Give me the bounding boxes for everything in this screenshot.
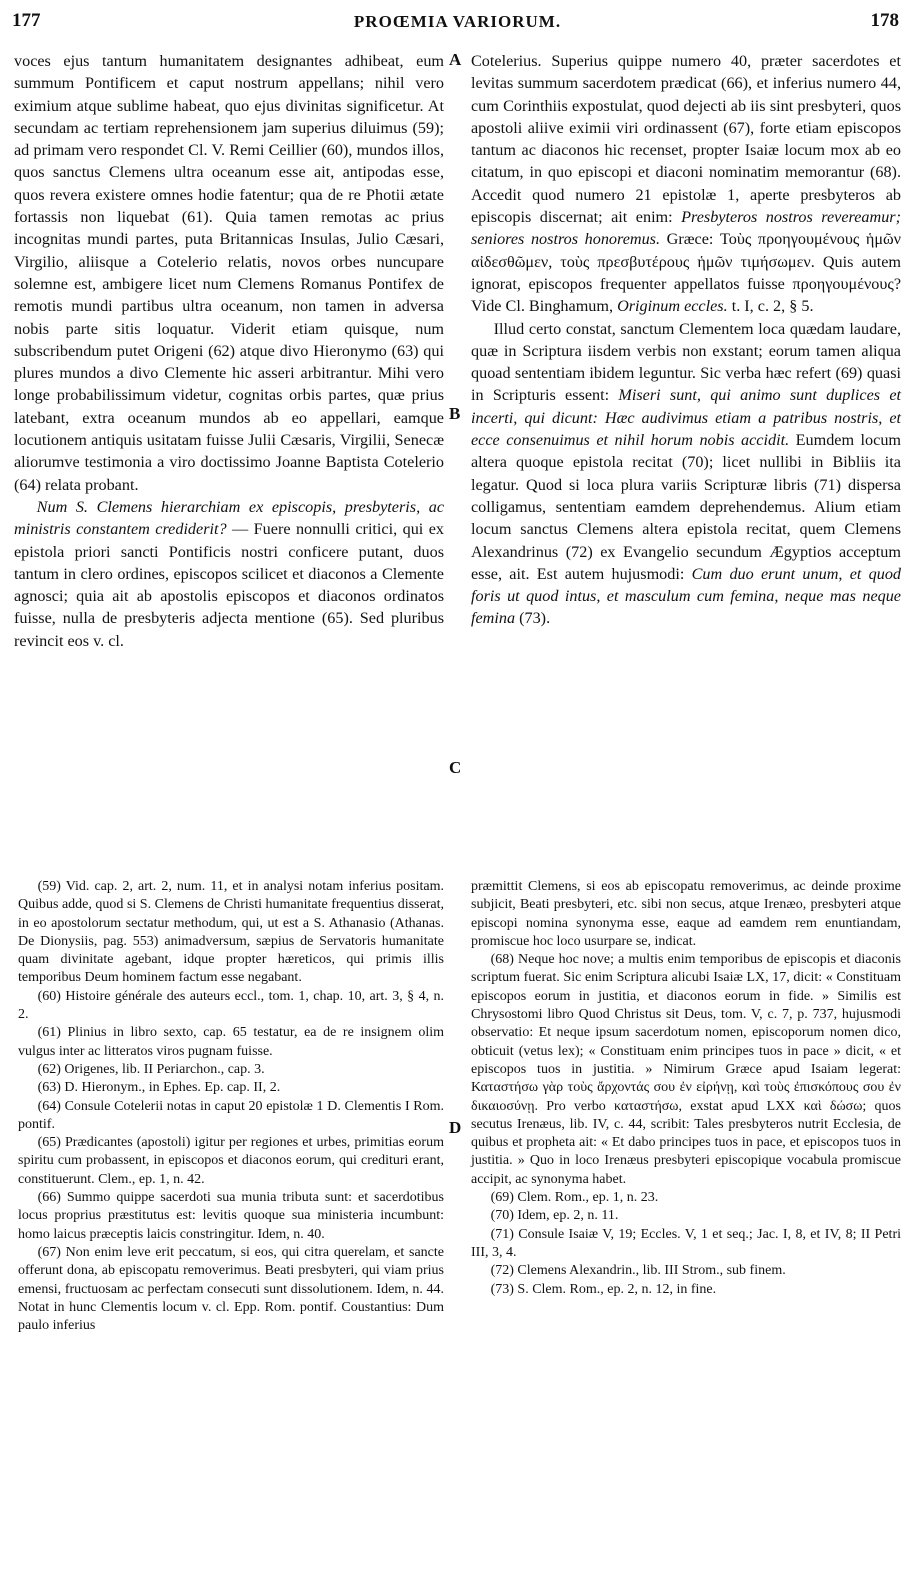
text-run: Vide Cl. Binghamum, [471,297,614,316]
footnote-66: (66) Summo quippe sacerdoti sua munia tributa sunt: et sacerdotibus locus proprius præstitutus est: levitis quoque sua ministeria incumbunt: homo laicus præceptis laicis constringitur. Idem, n. 40. [18,1190,444,1242]
footnote-60: (60) Histoire générale des auteurs eccl., tom. 1, chap. 10, art. 3, § 4, n. 2. [18,988,444,1023]
running-title: PROŒMIA VARIORUM. [353,12,562,31]
footnote-68: (68) Neque hoc nove; a multis enim temporibus de episcopis et diaconis scriptum fuerat. Sic enim Scriptura alicubi Isaiæ LX, 17, dicit: « Constituam episcopos eorum in justitia, et diaconos eorum in fide. » Similis est Chrysostomi libro Quod Christus sit Deus, tom. V, c. 7, p. 737, hujusmodi observatio: Et neque ipsum sacerdotum nomen, episcoporum nomen dico, obticuit (vetus lex); « Constituam enim principes tuos in pace » dicit, « et episcopos tuos in justitia. » Nimirum Græce apud Isaiam legerat: Καταστήσω γὰρ τοὺς ἄρχοντάς σου ἐν εἰρήνῃ, καὶ τοὺς ἐπισκόπους σου ἐν δικαιοσύνῃ. Pro verbo καταστήσω, exstat apud LXX καὶ δώσω; quos secutus Irenæus, lib. IV, c. 44, scribit: Tales presbyteros nutrit Ecclesia, de quibus et propheta ait: « Et dabo principes tuos in pace, et episcopos tuos in justitia. » Quo in loco Irenæus presbyteri episcopique vocabula promiscue accipit, ac synonyma habet. [471,952,901,1187]
page-header [0,0,915,44]
greek-word: προηγουμένους? [792,274,902,293]
footnote-64: (64) Consule Cotelerii notas in caput 20 epistolæ 1 D. Clementis I Rom. pontif. [18,1098,444,1132]
quotation: Presbyteros nostros revereamur; seniores nostros honoremus. [471,208,902,249]
main-text-left-column [14,50,444,856]
page-number-left: 177 [12,10,41,31]
paragraph [471,318,901,630]
footnote-59: (59) Vid. cap. 2, art. 2, num. 11, et in analysi notam inferius positam. Quibus adde, quod si S. Clemens de Christi humanitate frequentius disserat, in eo apostolorum sectatur methodum, qui, ut est a S. Athanasio (Athanas. De Dionysiis, pag. 553) animadversum, sæpius de Servatoris humanitate quam divinitate agebant, idque propter hæreticos, qui primis illis temporibus Deum hominem factum esse negabant. [18,879,444,986]
footnote-71: (71) Consule Isaiæ V, 19; Eccles. V, 1 et seq.; Jac. I, 8, et IV, 8; II Petri III, 3, 4. [471,1226,901,1260]
main-text-right-column [471,50,901,856]
footnote-67: (67) Non enim leve erit peccatum, si eos, qui citra querelam, et sancte offerunt dona, ab episcopatu removerimus. Beati presbyteri, qui viam prius emensi, fructuosam ac perfectam consecuti sunt dissolutionem. Idem, n. 44. Notat in hunc Clementis locum v. cl. Epp. Rom. pontif. Coustantius: Dum paulo inferius [18,1244,444,1334]
book-title: Originum eccles. [617,297,728,316]
text-run: Quis autem ignorat, episcopos frequenter appellatos fuisse [471,252,901,293]
footnote-70: (70) Idem, ep. 2, n. 11. [490,1208,619,1224]
quotation: Cum duo erunt unum, et quod foris ut quod intus, et masculum cum femina, neque mas neque femina [471,564,902,628]
page-number-right: 178 [870,10,899,31]
text-run: Græce: [666,230,714,249]
text-run: Illud certo constat, sanctum Clementem loca quædam laudare, quæ in Scriptura iisdem verbis non exstant; eorum tamen aliqua quoad sententiam ibidem leguntur. Sic verba hæc refert (69) quasi in Scripturis essent: [471,319,901,405]
text-run: Eumdem locum altera quoque epistola recitat (70); licet nullibi in Bibliis ita legatur. Quod si loca plura variis Scripturæ libris (71) dispersa colligamus, sententiam eamdem deprehendemus. Alium etiam locum sanctus Clemens altera epistola recitat, quem Clemens Alexandrinus (72) ex Evangelio secundum Ægyptios acceptum esse, ait. Est autem hujusmodi: [471,431,902,583]
footnote-63: (63) D. Hieronym., in Ephes. Ep. cap. II, 2. [37,1080,281,1096]
footnote-69: (69) Clem. Rom., ep. 1, n. 23. [490,1190,659,1206]
footnote-67-continued: præmittit Clemens, si eos ab episcopatu removerimus, ac deinde proxime subjicit, Beati presbyteri, etc. sibi non secus, atque Irenæo, presbyteri atque episcopi nomina synonyma esse, eaque ad eamdem rem enuntiandam, promiscue hoc loco usurpare se, indicat. [471,879,901,949]
footnote-73: (73) S. Clem. Rom., ep. 2, n. 12, in fine. [490,1281,717,1297]
quotation: Miseri sunt, qui animo sunt duplices et incerti, qui dicunt: Hæc audivimus etiam a patribus nostris, et ecce consenuimus et nihil horum nobis accidit. [471,386,902,450]
footnotes-right-column [471,878,901,1568]
section-heading: Num S. Clemens hierarchiam ex episcopis, presbyteris, ac ministris constantem crediderit? [14,497,444,539]
footnote-62: (62) Origenes, lib. II Periarchon., cap. 3. [37,1061,265,1077]
footnote-61: (61) Plinius in libro sexto, cap. 65 testatur, ea de re insignem olim vulgus inter ac litteratos viros pugnam fuisse. [18,1025,444,1059]
paragraph [471,50,901,318]
margin-marker-b: B [449,404,461,423]
margin-marker-d: D [449,1118,462,1137]
text-run: t. I, c. 2, § 5. [731,297,814,316]
margin-marker-c: C [449,758,462,777]
footnotes-left-column [18,878,444,1568]
footnote-65: (65) Prædicantes (apostoli) igitur per regiones et urbes, primitias eorum spiritu cum probassent, in episcopos et diaconos eorum, qui credituri erant, constituerunt. Clem., ep. 1, n. 42. [18,1135,444,1187]
footnote-ref: (73). [519,609,551,628]
paragraph-text: — Fuere nonnulli critici, qui ex epistola priori sancti Pontificis nostri conficere putant, duos tantum in clero ordines, episcopos scilicet et diaconos a Clemente agnosci; quia ait ab apostolis episcopos et diaconos ordinatos fuisse, nulla de presbyteris adjecta mentione (65). Sed pluribus revincit eos v. cl. [14,520,444,650]
footnote-72: (72) Clemens Alexandrin., lib. III Strom., sub finem. [490,1263,786,1279]
greek-quotation: Τοὺς προηγουμένους ἡμῶν αἰδεσθῶμεν, τοὺς πρεσβυτέρους ἡμῶν τιμήσωμεν. [471,230,902,271]
text-run: Cotelerius. Superius quippe numero 40, præter sacerdotes et levitas summum sacerdotem prædicat (66), et inferius numero 44, cum Corinthiis expostulat, quod dejecti ab iis sint presbyteri, quos apostoli aliive eximii viri ordinassent (67), forte etiam episcopos tantum ac diaconos hic recenset, propter Isaiæ locum mox ab eo citatum, in quo episcopi et diaconi nominatim memorantur (68). Accedit quod numero 21 epistolæ 1, aperte presbyteros ab episcopis discernat; ait enim: [471,52,901,227]
margin-marker-a: A [449,50,462,69]
paragraph: voces ejus tantum humanitatem designantes adhibeat, eum summum Pontificem et caput nostrum appellans; nihil vero eximium atque sublime habeat, quo ejus divinitas significetur. At secundam ac tertiam reprehensionem jam superius diluimus (59); ad primam vero respondet Cl. V. Remi Ceillier (60), mundos illos, quos sanctus Clemens ultra oceanum esse ait, antipodas esse, quos revera existere omnes hodie fatentur; qua de re Photii ætate fortassis non liquebat (61). Quia tamen remotas ac prius incognitas mundi partes, puta Britannicas Insulas, Julio Cæsari, Virgilio, aliisque a Cotelerio relatis, novos orbes nuncupare solemne est, ambigere licet num Clemens Romanus Pontifex de remotis mundi partibus ultra oceanum, non tamen in adversa nobis parte sitis loquatur. Viderit etiam quisque, num subscribendum putet Origeni (62) atque divo Hieronymo (63) qui plures mundos a divo Clemente hic asseri arbitrantur. Mihi vero longe probabilissimum videtur, cognitas orbis partes, quæ prius latebant, extra oceanum mundos ab eo appellari, eamque locutionem antiquis usitatam fuisse Julii Cæsaris, Virgilii, Senecæ aliorumve testimonia a viro doctissimo Joanne Baptista Cotelerio (64) relata probant. [14,52,444,494]
paragraph [14,496,444,652]
